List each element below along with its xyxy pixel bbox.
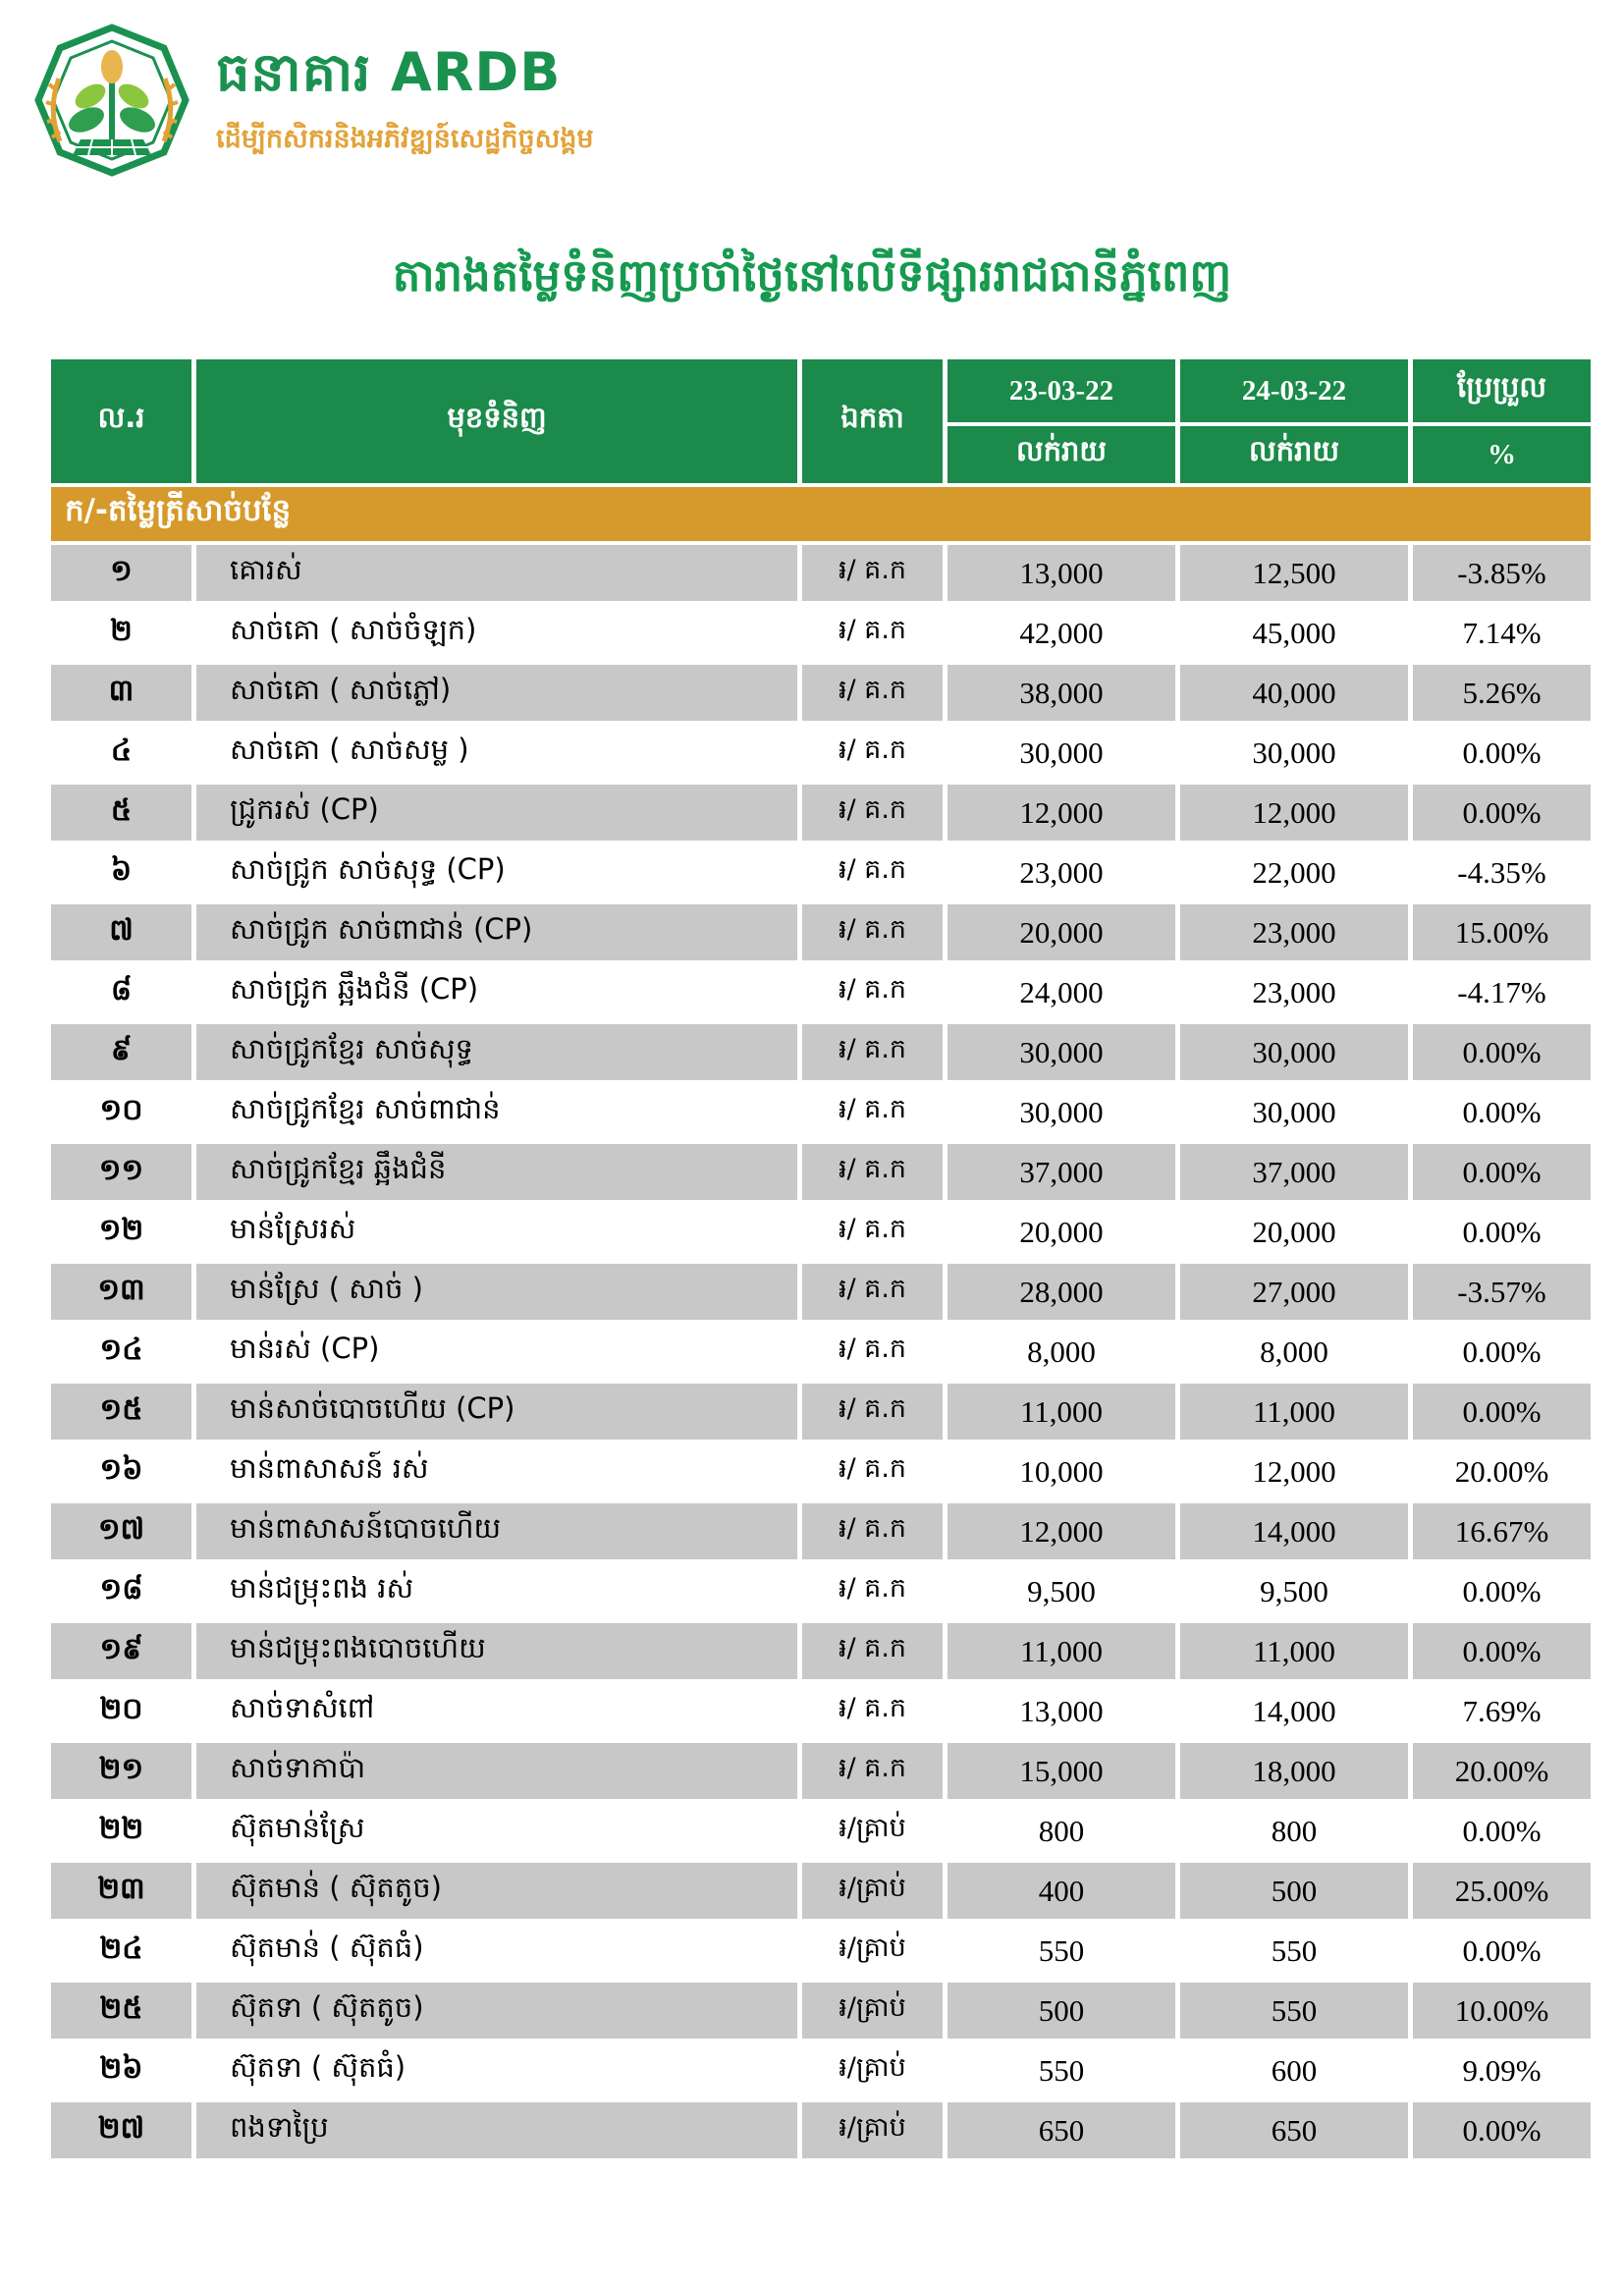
- table-row: [49, 843, 1594, 902]
- price-day2: 18,000: [1178, 1741, 1411, 1801]
- row-number: ៧: [49, 902, 194, 962]
- change-percent: 20.00%: [1411, 1442, 1594, 1501]
- price-day1: 38,000: [946, 663, 1178, 723]
- product-name: មាន់ស្រែ ( សាច់ ): [194, 1262, 800, 1322]
- price-day2: 23,000: [1178, 962, 1411, 1022]
- row-number: ១៤: [49, 1322, 194, 1382]
- price-day1: 30,000: [946, 723, 1178, 783]
- unit: ៛/គ្រាប់: [800, 1981, 946, 2041]
- table-row: [49, 1621, 1594, 1681]
- change-percent: 0.00%: [1411, 1322, 1594, 1382]
- unit: ៛/ គ.ក: [800, 1621, 946, 1681]
- change-percent: 5.26%: [1411, 663, 1594, 723]
- row-number: ២៣: [49, 1861, 194, 1921]
- table-row: [49, 1561, 1594, 1621]
- price-day1: 20,000: [946, 902, 1178, 962]
- price-day1: 23,000: [946, 843, 1178, 902]
- table-row: [49, 1262, 1594, 1322]
- row-number: ១១: [49, 1142, 194, 1202]
- header-no: ល.រ: [49, 357, 194, 485]
- price-day2: 12,500: [1178, 543, 1411, 603]
- product-name: សាច់ទាកាប៉ា: [194, 1741, 800, 1801]
- product-name: មាន់សាច់បោចហើយ (CP): [194, 1382, 800, 1442]
- row-number: ២១: [49, 1741, 194, 1801]
- change-percent: 7.14%: [1411, 603, 1594, 663]
- table-body: [49, 543, 1594, 2160]
- unit: ៛/ គ.ក: [800, 1741, 946, 1801]
- price-day1: 28,000: [946, 1262, 1178, 1322]
- unit: ៛/ គ.ក: [800, 603, 946, 663]
- unit: ៛/ គ.ក: [800, 783, 946, 843]
- price-day1: 800: [946, 1801, 1178, 1861]
- unit: ៛/គ្រាប់: [800, 2041, 946, 2100]
- product-name: មាន់ជម្រុះពង រស់: [194, 1561, 800, 1621]
- row-number: ២៧: [49, 2100, 194, 2160]
- change-percent: 0.00%: [1411, 1801, 1594, 1861]
- price-day1: 11,000: [946, 1382, 1178, 1442]
- product-name: សាច់ជ្រូកខ្មែរ សាច់ពាជាន់: [194, 1082, 800, 1142]
- product-name: សាច់ជ្រូក ឆ្អឹងជំនី (CP): [194, 962, 800, 1022]
- row-number: ១៧: [49, 1501, 194, 1561]
- row-number: ១៨: [49, 1561, 194, 1621]
- price-day1: 37,000: [946, 1142, 1178, 1202]
- price-day1: 10,000: [946, 1442, 1178, 1501]
- table-row: [49, 1861, 1594, 1921]
- price-day1: 550: [946, 1921, 1178, 1981]
- change-percent: 10.00%: [1411, 1981, 1594, 2041]
- change-percent: 0.00%: [1411, 723, 1594, 783]
- table-row: [49, 1322, 1594, 1382]
- price-day2: 11,000: [1178, 1621, 1411, 1681]
- row-number: ៥: [49, 783, 194, 843]
- section-header: ក/-តម្លៃត្រីសាច់បន្លែ: [49, 485, 1594, 543]
- product-name: ស៊ុតមាន់ ( ស៊ុតធំ): [194, 1921, 800, 1981]
- row-number: ១៩: [49, 1621, 194, 1681]
- page-title: តារាងតម្លៃទំនិញប្រចាំថ្ងៃនៅលើទីផ្សាររាជធានីភ្នំពេញ: [392, 249, 1232, 301]
- table-row: [49, 1801, 1594, 1861]
- change-percent: 0.00%: [1411, 1921, 1594, 1981]
- row-number: ៣: [49, 663, 194, 723]
- price-day1: 15,000: [946, 1741, 1178, 1801]
- header-change: ប្រែប្រួល: [1411, 357, 1594, 424]
- price-day2: 45,000: [1178, 603, 1411, 663]
- row-number: ១០: [49, 1082, 194, 1142]
- unit: ៛/ គ.ក: [800, 843, 946, 902]
- product-name: សាច់ជ្រូក សាច់សុទ្ធ (CP): [194, 843, 800, 902]
- product-name: ស៊ុតមាន់ ( ស៊ុតតូច): [194, 1861, 800, 1921]
- price-day2: 500: [1178, 1861, 1411, 1921]
- price-day1: 24,000: [946, 962, 1178, 1022]
- header-retail-1: លក់រាយ: [946, 424, 1178, 485]
- price-day1: 30,000: [946, 1022, 1178, 1082]
- header-unit: ឯកតា: [800, 357, 946, 485]
- header-goods: មុខទំនិញ: [194, 357, 800, 485]
- row-number: ៨: [49, 962, 194, 1022]
- price-day2: 30,000: [1178, 723, 1411, 783]
- table-row: [49, 1142, 1594, 1202]
- change-percent: 0.00%: [1411, 1561, 1594, 1621]
- table-header: [49, 357, 1594, 543]
- row-number: ២៦: [49, 2041, 194, 2100]
- price-day2: 37,000: [1178, 1142, 1411, 1202]
- row-number: ៤: [49, 723, 194, 783]
- ardb-logo-icon: [27, 22, 196, 179]
- unit: ៛/គ្រាប់: [800, 1921, 946, 1981]
- change-percent: -4.35%: [1411, 843, 1594, 902]
- table-row: [49, 962, 1594, 1022]
- change-percent: -3.85%: [1411, 543, 1594, 603]
- change-percent: 0.00%: [1411, 1382, 1594, 1442]
- change-percent: -4.17%: [1411, 962, 1594, 1022]
- table-row: [49, 1681, 1594, 1741]
- brand-tagline: ដើម្បីកសិករនិងអភិវឌ្ឍន៍សេដ្ឋកិច្ចសង្គម: [216, 124, 594, 154]
- table-row: [49, 1022, 1594, 1082]
- product-name: សាច់ជ្រូកខ្មែរ ឆ្អឹងជំនី: [194, 1142, 800, 1202]
- table-row: [49, 1921, 1594, 1981]
- product-name: ស៊ុតទា ( ស៊ុតធំ): [194, 2041, 800, 2100]
- unit: ៛/ គ.ក: [800, 1082, 946, 1142]
- price-day2: 30,000: [1178, 1082, 1411, 1142]
- table-row: [49, 663, 1594, 723]
- price-day1: 550: [946, 2041, 1178, 2100]
- change-percent: 16.67%: [1411, 1501, 1594, 1561]
- table-row: [49, 1501, 1594, 1561]
- change-percent: 7.69%: [1411, 1681, 1594, 1741]
- product-name: សាច់គោ ( សាច់ភ្លៅ): [194, 663, 800, 723]
- table-row: [49, 902, 1594, 962]
- unit: ៛/គ្រាប់: [800, 2100, 946, 2160]
- product-name: សាច់ជ្រូក សាច់ពាជាន់ (CP): [194, 902, 800, 962]
- product-name: មាន់ជម្រុះពងបោចហើយ: [194, 1621, 800, 1681]
- product-name: សាច់ជ្រូកខ្មែរ សាច់សុទ្ធ: [194, 1022, 800, 1082]
- header-date-1: 23-03-22: [946, 357, 1178, 424]
- header-date-2: 24-03-22: [1178, 357, 1411, 424]
- unit: ៛/ គ.ក: [800, 1142, 946, 1202]
- unit: ៛/ គ.ក: [800, 543, 946, 603]
- price-day2: 40,000: [1178, 663, 1411, 723]
- unit: ៛/ គ.ក: [800, 962, 946, 1022]
- price-day2: 11,000: [1178, 1382, 1411, 1442]
- row-number: ៩: [49, 1022, 194, 1082]
- price-day1: 20,000: [946, 1202, 1178, 1262]
- row-number: ៦: [49, 843, 194, 902]
- brand-name: ធនាគារ ARDB: [216, 41, 562, 103]
- unit: ៛/ គ.ក: [800, 1561, 946, 1621]
- unit: ៛/គ្រាប់: [800, 1861, 946, 1921]
- table-row: [49, 2041, 1594, 2100]
- price-day2: 22,000: [1178, 843, 1411, 902]
- product-name: ស៊ុតមាន់ស្រែ: [194, 1801, 800, 1861]
- unit: ៛/ គ.ក: [800, 1262, 946, 1322]
- price-day1: 12,000: [946, 1501, 1178, 1561]
- product-name: មាន់ពាសាសន៍បោចហើយ: [194, 1501, 800, 1561]
- price-day2: 650: [1178, 2100, 1411, 2160]
- change-percent: 0.00%: [1411, 1082, 1594, 1142]
- product-name: មាន់ពាសាសន៍ រស់: [194, 1442, 800, 1501]
- price-day2: 14,000: [1178, 1681, 1411, 1741]
- price-day1: 13,000: [946, 1681, 1178, 1741]
- table-row: [49, 603, 1594, 663]
- product-name: សាច់ទាសំពៅ: [194, 1681, 800, 1741]
- product-name: ពងទាប្រៃ: [194, 2100, 800, 2160]
- unit: ៛/ គ.ក: [800, 902, 946, 962]
- change-percent: -3.57%: [1411, 1262, 1594, 1322]
- unit: ៛/គ្រាប់: [800, 1801, 946, 1861]
- table-row: [49, 1981, 1594, 2041]
- change-percent: 20.00%: [1411, 1741, 1594, 1801]
- row-number: ២០: [49, 1681, 194, 1741]
- row-number: ២: [49, 603, 194, 663]
- change-percent: 0.00%: [1411, 783, 1594, 843]
- unit: ៛/ គ.ក: [800, 1322, 946, 1382]
- row-number: ១៥: [49, 1382, 194, 1442]
- unit: ៛/ គ.ក: [800, 1202, 946, 1262]
- brand-header: [27, 22, 594, 179]
- header-retail-2: លក់រាយ: [1178, 424, 1411, 485]
- change-percent: 0.00%: [1411, 1142, 1594, 1202]
- table-row: [49, 723, 1594, 783]
- row-number: ១៣: [49, 1262, 194, 1322]
- price-day1: 30,000: [946, 1082, 1178, 1142]
- product-name: ស៊ុតទា ( ស៊ុតតូច): [194, 1981, 800, 2041]
- price-day2: 12,000: [1178, 1442, 1411, 1501]
- change-percent: 15.00%: [1411, 902, 1594, 962]
- change-percent: 0.00%: [1411, 1202, 1594, 1262]
- table-row: [49, 1442, 1594, 1501]
- price-day1: 11,000: [946, 1621, 1178, 1681]
- change-percent: 25.00%: [1411, 1861, 1594, 1921]
- price-day2: 550: [1178, 1921, 1411, 1981]
- table-row: [49, 1382, 1594, 1442]
- price-day2: 550: [1178, 1981, 1411, 2041]
- price-day1: 42,000: [946, 603, 1178, 663]
- change-percent: 0.00%: [1411, 2100, 1594, 2160]
- price-day1: 9,500: [946, 1561, 1178, 1621]
- header-percent: %: [1411, 424, 1594, 485]
- price-day2: 23,000: [1178, 902, 1411, 962]
- row-number: ១៦: [49, 1442, 194, 1501]
- product-name: សាច់គោ ( សាច់សម្ល ): [194, 723, 800, 783]
- price-day2: 600: [1178, 2041, 1411, 2100]
- unit: ៛/ គ.ក: [800, 1681, 946, 1741]
- unit: ៛/ គ.ក: [800, 723, 946, 783]
- product-name: សាច់គោ ( សាច់ចំឡក): [194, 603, 800, 663]
- price-day2: 800: [1178, 1801, 1411, 1861]
- unit: ៛/ គ.ក: [800, 1022, 946, 1082]
- change-percent: 0.00%: [1411, 1022, 1594, 1082]
- table-row: [49, 1741, 1594, 1801]
- unit: ៛/ គ.ក: [800, 663, 946, 723]
- price-day2: 27,000: [1178, 1262, 1411, 1322]
- price-day2: 8,000: [1178, 1322, 1411, 1382]
- product-name: ជ្រូករស់ (CP): [194, 783, 800, 843]
- product-name: មាន់ស្រែរស់: [194, 1202, 800, 1262]
- row-number: ២៤: [49, 1921, 194, 1981]
- table-row: [49, 783, 1594, 843]
- price-day1: 400: [946, 1861, 1178, 1921]
- price-day1: 650: [946, 2100, 1178, 2160]
- price-day2: 14,000: [1178, 1501, 1411, 1561]
- row-number: ២២: [49, 1801, 194, 1861]
- price-day1: 500: [946, 1981, 1178, 2041]
- price-day1: 13,000: [946, 543, 1178, 603]
- price-day1: 8,000: [946, 1322, 1178, 1382]
- unit: ៛/ គ.ក: [800, 1501, 946, 1561]
- brand-text: [216, 39, 594, 161]
- unit: ៛/ គ.ក: [800, 1442, 946, 1501]
- table-row: [49, 543, 1594, 603]
- change-percent: 9.09%: [1411, 2041, 1594, 2100]
- price-day2: 20,000: [1178, 1202, 1411, 1262]
- change-percent: 0.00%: [1411, 1621, 1594, 1681]
- price-day2: 12,000: [1178, 783, 1411, 843]
- price-day2: 30,000: [1178, 1022, 1411, 1082]
- table-row: [49, 1082, 1594, 1142]
- product-name: មាន់រស់ (CP): [194, 1322, 800, 1382]
- product-name: គោរស់: [194, 543, 800, 603]
- unit: ៛/ គ.ក: [800, 1382, 946, 1442]
- table-row: [49, 1202, 1594, 1262]
- row-number: ១: [49, 543, 194, 603]
- price-table: [46, 355, 1596, 2162]
- price-day2: 9,500: [1178, 1561, 1411, 1621]
- price-day1: 12,000: [946, 783, 1178, 843]
- row-number: ២៥: [49, 1981, 194, 2041]
- table-row: [49, 2100, 1594, 2160]
- row-number: ១២: [49, 1202, 194, 1262]
